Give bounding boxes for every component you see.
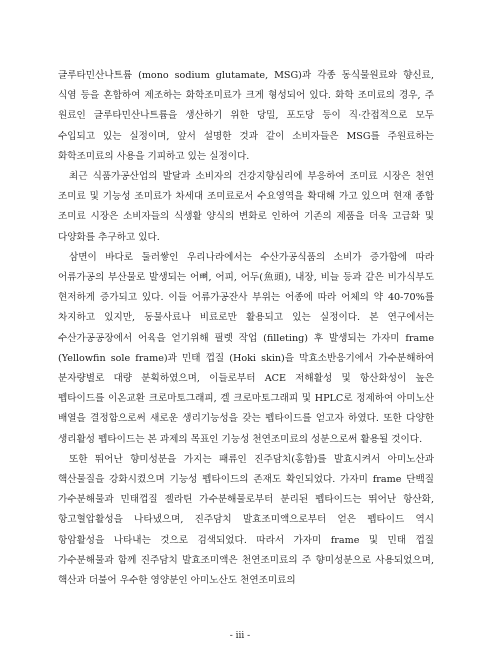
body-text (58, 66, 434, 591)
paragraph-natural-seasoning-market: 최근 식품가공산업의 발달과 소비자의 건강지향심리에 부응하여 조미료 시장은 천연 조미료 및 기능성 조미료가 차세대 조미료로서 수요영역을 확대해 가고 있으며 현재 종합 조미료 시장은 소비자들의 식생활 양식의 변화로 인하여 기존의 제품을 더욱 고급화 및 다양화를 추구하고 있다. (58, 171, 434, 243)
paragraph-msg: 글루타민산나트륨 (mono sodium glutamate, MSG)과 각종 동식물원료와 향신료, 식염 등을 혼합하여 제조하는 화학조미료가 크게 형성되어 있다. 화학 조미료의 경우, 주 원료인 글루타민산나트륨을 생산하기 위한 당밀, 포도당 등이 직·간접적으로 모두 수입되고 있는 실정이며, 앞서 설명한 것과 같이 소비자들은 MSG를 주원료하는 화학조미료의 사용을 기피하고 있는 실정이다. (58, 70, 434, 162)
paragraph-fermented-mussel: 또한 뛰어난 향미성분을 가지는 패류인 진주담치(홍합)를 발효시켜서 아미노산과 핵산물질을 강화시켰으며 기능성 펩타이드의 존재도 확인되었다. 가자미 frame 단백질 가수분해물과 민태껍질 젤라틴 가수분해물로부터 분리된 펩타이드는 뛰어난 항산화, 항고혈압활성을 나타냈으며, 진주담치 발효조미액으로부터 얻은 펩타이드 역시 항암활성을 나타내는 것으로 검색되었다. 따라서 가자미 frame 및 민태 껍질 가수분해물과 함께 진주담치 발효조미액은 천연조미료의 주 향미성분으로 사용되었으며, 핵산과 더불어 우수한 영양분인 아미노산도 천연조미료의 (58, 453, 434, 587)
page-number: - iii - (229, 631, 251, 641)
paragraph-research-overview: 삼면이 바다로 둘러쌓인 우리나라에서는 수산가공식품의 소비가 증가함에 따라 어류가공의 부산물로 발생되는 어뼈, 어피, 어두(魚頭), 내장, 비늘 등과 같은 비가식부도 현저하게 증가되고 있다. 이들 어류가공잔사 부위는 어종에 따라 어체의 약 40-70%를 차지하고 있지만, 동물사료나 비료로만 활용되고 있는 실정이다. 본 연구에서는 수산가공공장에서 어육을 얻기위해 필렛 작업 (filleting) 후 발생되는 가자미 frame (Yellowfin sole frame)과 민태 껍질 (Hoki skin)을 막효소반응기에서 가수분해하여 분자량별로 대량 분획하였으며, 이들로부터 ACE 저해활성 및 항산화성이 높은 펩타이드를 이온교환 크로마토그래피, 겔 크로마토그래피 및 HPLC로 정제하여 아미노산 배열을 결정함으로써 새로운 생리기능성을 갖는 펩타이드를 얻고자 하였다. 또한 다양한 생리활성 펩타이드는 본 과제의 목표인 기능성 천연조미료의 성분으로써 활용될 것이다. (58, 251, 434, 445)
